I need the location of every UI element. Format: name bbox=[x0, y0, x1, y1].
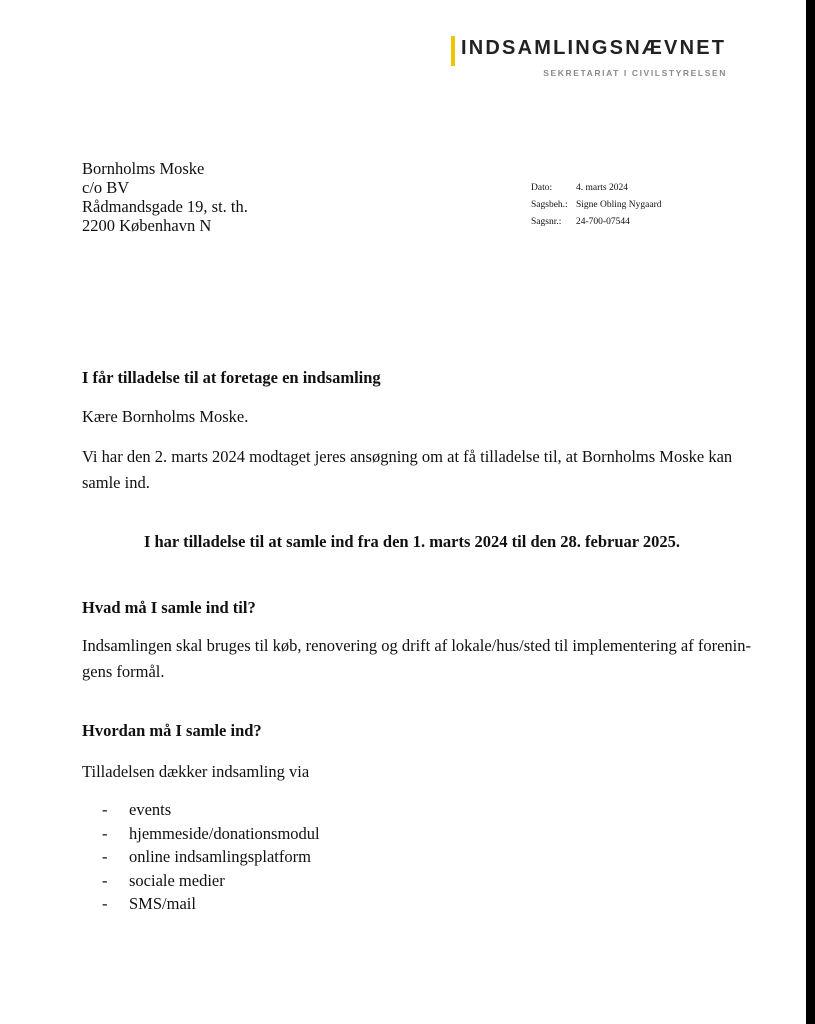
list-item bbox=[102, 845, 320, 869]
letter-heading: I får tilladelse til at foretage en indsamling bbox=[82, 368, 381, 387]
list-item-text: SMS/mail bbox=[129, 894, 196, 913]
purpose-paragraph bbox=[82, 633, 751, 685]
intro-line: Vi har den 2. marts 2024 modtaget jeres ansøgning om at få tilladelse til, at Bornholms Moske kan bbox=[82, 447, 733, 466]
list-item-text: online indsamlingsplatform bbox=[129, 847, 311, 866]
address-line: Rådmandsgade 19, st. th. bbox=[82, 197, 248, 216]
list-dash: - bbox=[102, 823, 108, 843]
logo-subtitle: SEKRETARIAT I CIVILSTYRELSEN bbox=[543, 68, 727, 78]
case-meta bbox=[531, 180, 662, 231]
recipient-address bbox=[82, 159, 248, 235]
purpose-heading: Hvad må I samle ind til? bbox=[82, 598, 256, 617]
meta-handler-row bbox=[531, 197, 662, 214]
list-dash: - bbox=[102, 847, 108, 866]
list-item-text: events bbox=[129, 800, 172, 819]
intro-line: samle ind. bbox=[82, 473, 150, 492]
list-item bbox=[102, 798, 320, 822]
list-dash: - bbox=[102, 894, 108, 913]
list-dash: - bbox=[102, 800, 108, 819]
intro-paragraph bbox=[82, 444, 742, 496]
list-item-text: sociale medier bbox=[129, 870, 225, 890]
address-line: 2200 København N bbox=[82, 216, 212, 235]
permission-statement: I har tilladelse til at samle ind fra den 1. marts 2024 til den 28. februar 2025. bbox=[143, 532, 681, 551]
list-item bbox=[102, 869, 320, 893]
list-dash: - bbox=[102, 870, 108, 890]
logo-title: INDSAMLINGSNÆVNET bbox=[461, 37, 727, 59]
handler-value: Signe Obling Nygaard bbox=[576, 200, 662, 210]
address-line: c/o BV bbox=[82, 178, 130, 197]
handler-label: Sagsbeh.: bbox=[531, 200, 568, 210]
logo-accent-bar bbox=[451, 36, 455, 66]
date-value: 4. marts 2024 bbox=[576, 183, 628, 193]
address-line: Bornholms Moske bbox=[82, 159, 205, 178]
purpose-line: Indsamlingen skal bruges til køb, renovering og drift af lokale/hus/sted til implementering af forenin- bbox=[82, 636, 751, 655]
case-number-value: 24-700-07544 bbox=[576, 217, 630, 227]
meta-case-row bbox=[531, 214, 662, 231]
list-item-text: hjemmeside/donationsmodul bbox=[129, 823, 320, 843]
greeting: Kære Bornholms Moske. bbox=[82, 407, 249, 426]
list-item bbox=[102, 892, 320, 916]
method-heading: Hvordan må I samle ind? bbox=[82, 721, 262, 740]
date-label: Dato: bbox=[531, 183, 553, 193]
list-item bbox=[102, 822, 320, 846]
collection-methods-list bbox=[102, 798, 320, 916]
meta-date-row bbox=[531, 180, 662, 197]
method-intro: Tilladelsen dækker indsamling via bbox=[82, 762, 310, 781]
indsamlingsnaevnet-logo bbox=[451, 36, 731, 84]
case-number-label: Sagsnr.: bbox=[531, 217, 562, 227]
purpose-line: gens formål. bbox=[82, 662, 165, 681]
